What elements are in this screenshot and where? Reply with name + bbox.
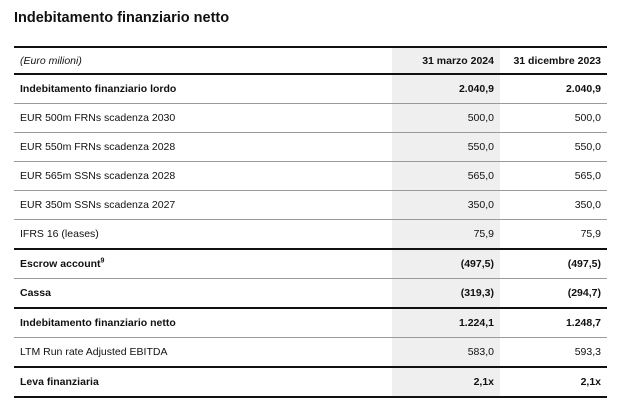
cell-value-dec-2023: 2.040,9 [500, 74, 607, 104]
table-row [14, 191, 607, 220]
row-label: Leva finanziaria [14, 367, 392, 397]
unit-label: (Euro milioni) [14, 47, 392, 74]
table-row [14, 367, 607, 397]
cell-value-mar-2024: 2.040,9 [392, 74, 500, 104]
cell-value-mar-2024: (319,3) [392, 279, 500, 309]
cell-value-dec-2023: 75,9 [500, 220, 607, 250]
cell-value-mar-2024: 550,0 [392, 133, 500, 162]
column-header-mar-2024: 31 marzo 2024 [392, 47, 500, 74]
cell-value-dec-2023: 350,0 [500, 191, 607, 220]
table-row [14, 133, 607, 162]
cell-value-mar-2024: 500,0 [392, 104, 500, 133]
row-label: EUR 565m SSNs scadenza 2028 [14, 162, 392, 191]
cell-value-dec-2023: (497,5) [500, 249, 607, 279]
cell-value-mar-2024: 75,9 [392, 220, 500, 250]
cell-value-dec-2023: 500,0 [500, 104, 607, 133]
cell-value-mar-2024: 565,0 [392, 162, 500, 191]
cell-value-mar-2024: 1.224,1 [392, 308, 500, 338]
table-header-row [14, 47, 607, 74]
row-label: LTM Run rate Adjusted EBITDA [14, 338, 392, 368]
row-label: EUR 500m FRNs scadenza 2030 [14, 104, 392, 133]
table-row [14, 308, 607, 338]
row-label: Indebitamento finanziario netto [14, 308, 392, 338]
row-label: Cassa [14, 279, 392, 309]
footnote-marker: 9 [100, 257, 105, 265]
cell-value-dec-2023: 2,1x [500, 367, 607, 397]
row-label: IFRS 16 (leases) [14, 220, 392, 250]
table-row [14, 74, 607, 104]
table-row [14, 249, 607, 279]
row-label: Indebitamento finanziario lordo [14, 74, 392, 104]
page-title: Indebitamento finanziario netto [14, 10, 230, 26]
table-row [14, 279, 607, 309]
row-label: Escrow account [20, 258, 101, 270]
row-label-cell [14, 249, 392, 279]
cell-value-mar-2024: 583,0 [392, 338, 500, 368]
row-label: EUR 350m SSNs scadenza 2027 [14, 191, 392, 220]
table-row [14, 338, 607, 368]
cell-value-mar-2024: 2,1x [392, 367, 500, 397]
table-row [14, 220, 607, 250]
cell-value-mar-2024: 350,0 [392, 191, 500, 220]
cell-value-dec-2023: 565,0 [500, 162, 607, 191]
table-row [14, 162, 607, 191]
row-label: EUR 550m FRNs scadenza 2028 [14, 133, 392, 162]
cell-value-mar-2024: (497,5) [392, 249, 500, 279]
cell-value-dec-2023: 593,3 [500, 338, 607, 368]
cell-value-dec-2023: 1.248,7 [500, 308, 607, 338]
cell-value-dec-2023: (294,7) [500, 279, 607, 309]
table-row [14, 104, 607, 133]
column-header-dec-2023: 31 dicembre 2023 [500, 47, 607, 74]
net-debt-table [14, 46, 607, 398]
cell-value-dec-2023: 550,0 [500, 133, 607, 162]
